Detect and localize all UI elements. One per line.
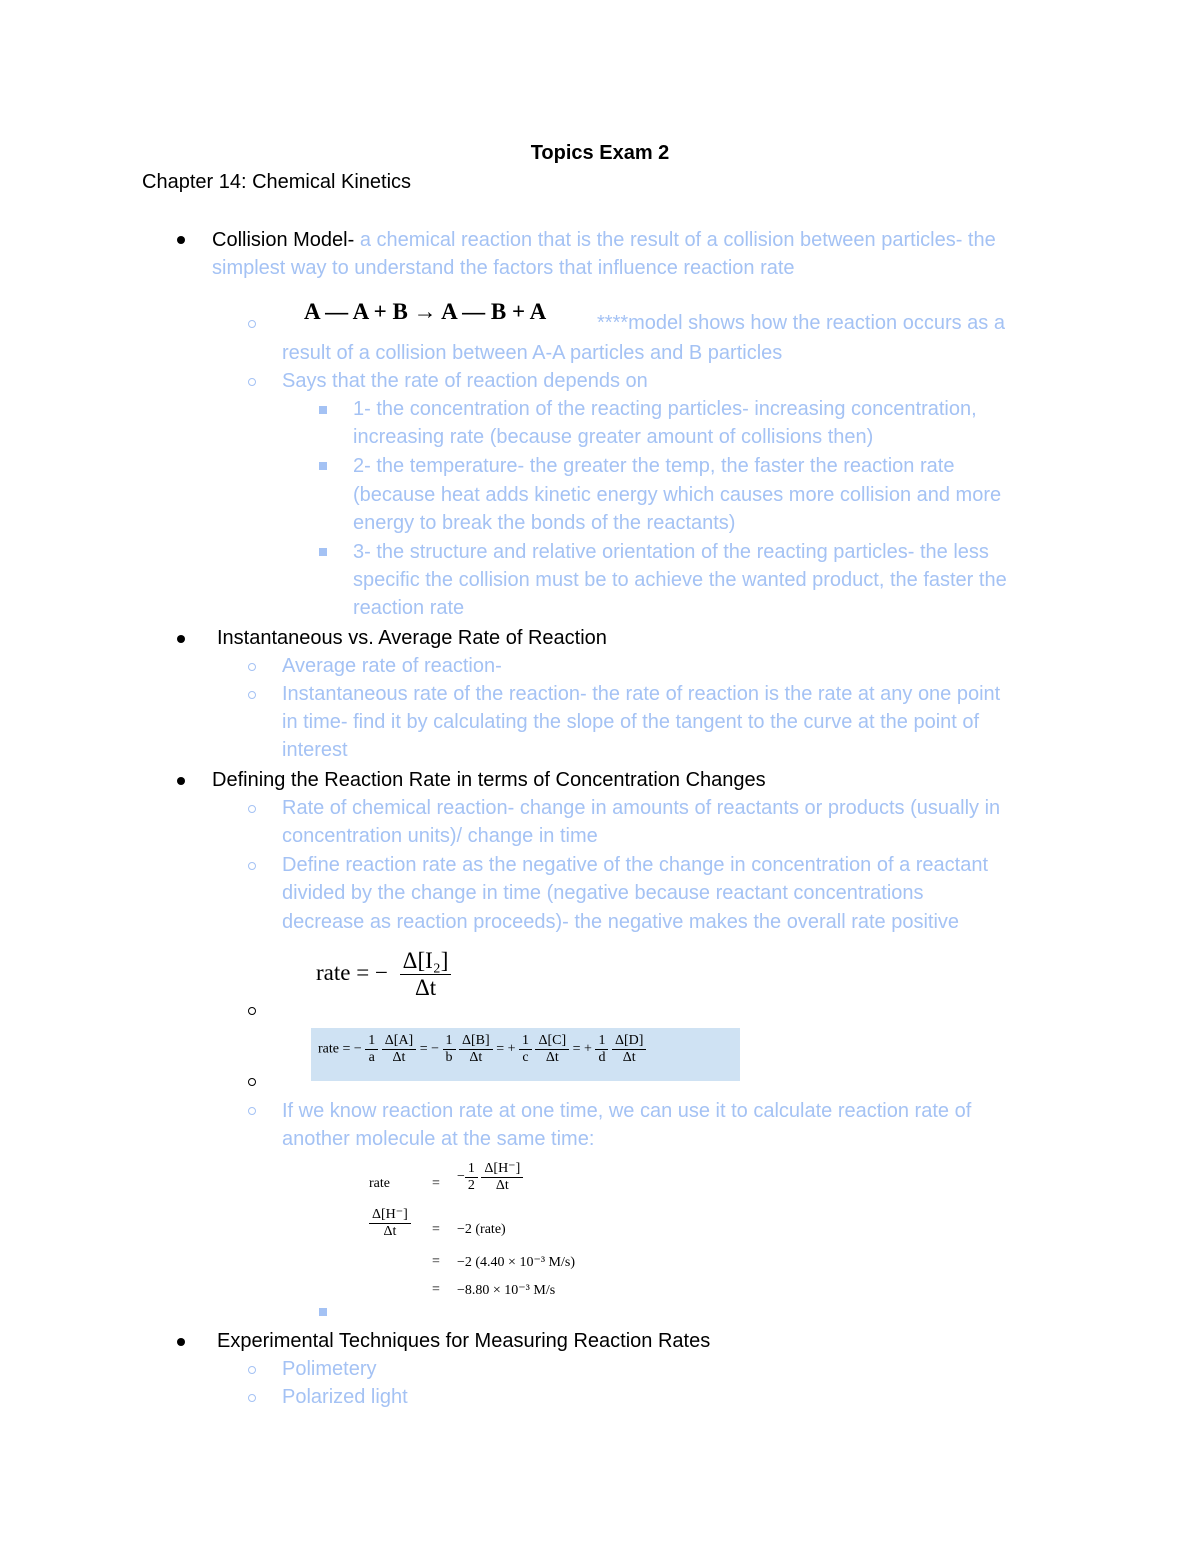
negative-rate-cont: decrease as reaction proceeds)- the negative makes the overall rate positive [282, 911, 960, 933]
collision-equation: A — A + B → A — B + A [304, 299, 547, 324]
eq2-delta-num: Δ[C] [535, 1033, 569, 1050]
bullet-icon [177, 635, 185, 643]
circle-bullet-icon [248, 1078, 256, 1086]
general-rate-equation [318, 1033, 646, 1066]
circle-bullet-icon [248, 862, 256, 870]
eq2-delta-num: Δ[D] [612, 1033, 646, 1050]
collision-heading: Collision Model- [212, 229, 355, 251]
rate-equation-i2 [316, 948, 451, 1001]
factor-3-cont: specific the collision must be to achieve the wanted product, the faster the [353, 569, 1007, 591]
factor-3-cont: reaction rate [353, 597, 465, 619]
factor-1-cont: increasing rate (because greater amount of collisions then) [353, 426, 874, 448]
eq2-coef-num: 1 [519, 1033, 532, 1050]
eq2-delta-den: Δt [622, 1050, 636, 1065]
calc-row2-equals: = [432, 1222, 440, 1237]
circle-bullet-icon [248, 378, 256, 386]
calc-row2-rhs: −2 (rate) [457, 1222, 506, 1237]
model-note-cont: result of a collision between A-A particles and B particles [282, 342, 783, 364]
eq2-coef-num: 1 [365, 1033, 378, 1050]
calc-row3-equals: = [432, 1254, 440, 1269]
square-bullet-icon [319, 406, 327, 414]
square-bullet-icon [319, 1308, 327, 1316]
collision-desc: a chemical reaction that is the result of a collision between particles- the [354, 229, 996, 251]
collision-line-1 [212, 226, 996, 254]
calc-row1-dnum: Δ[H⁻] [481, 1160, 523, 1178]
instantaneous-rate-cont: interest [282, 739, 348, 761]
calc-row1-sign: − [457, 1169, 465, 1185]
calc-row1-fden: 2 [467, 1177, 475, 1193]
bullet-icon [177, 1338, 185, 1346]
experimental-item-1: Polimetery [282, 1358, 377, 1380]
circle-bullet-icon [248, 1394, 256, 1402]
calc-row4-equals: = [432, 1282, 440, 1297]
chapter-heading: Chapter 14: Chemical Kinetics [142, 171, 412, 193]
eq1-denominator: Δt [414, 975, 437, 1000]
eq2-operator: = − [419, 1041, 440, 1057]
eq2-coef-num: 1 [595, 1033, 608, 1050]
factor-1: 1- the concentration of the reacting particles- increasing concentration, [353, 398, 977, 420]
eq1-lhs: rate = − [316, 959, 388, 985]
calc-row1-dden: Δt [495, 1178, 509, 1193]
calc-row3-rhs: −2 (4.40 × 10⁻³ M/s) [457, 1255, 575, 1270]
known-rate-text: If we know reaction rate at one time, we can use it to calculate reaction rate of [282, 1100, 972, 1122]
defining-heading: Defining the Reaction Rate in terms of Concentration Changes [212, 769, 766, 791]
eq2-delta-num: Δ[A] [382, 1033, 416, 1050]
factor-2-cont: energy to break the bonds of the reactants) [353, 512, 736, 534]
square-bullet-icon [319, 548, 327, 556]
calc-row1-rhs [457, 1160, 523, 1194]
calc-row1-fnum: 1 [465, 1161, 478, 1178]
factor-2: 2- the temperature- the greater the temp, the faster the reaction rate [353, 455, 955, 477]
square-bullet-icon [319, 462, 327, 470]
page-title: Topics Exam 2 [530, 142, 670, 164]
factor-2-cont: (because heat adds kinetic energy which causes more collision and more [353, 484, 1002, 506]
eq2-delta-den: Δt [392, 1050, 406, 1065]
negative-rate-text: Define reaction rate as the negative of the change in concentration of a reactant [282, 854, 989, 876]
instantaneous-rate-cont: in time- find it by calculating the slope of the tangent to the curve at the point of [282, 711, 980, 733]
calc-row1-lhs: rate [369, 1176, 390, 1191]
calc-row4-rhs: −8.80 × 10⁻³ M/s [457, 1283, 556, 1298]
rate-definition-cont: concentration units)/ change in time [282, 825, 598, 847]
circle-bullet-icon [248, 1107, 256, 1115]
bullet-icon [177, 236, 185, 244]
bullet-icon [177, 777, 185, 785]
rate-definition: Rate of chemical reaction- change in amounts of reactants or products (usually in [282, 797, 1001, 819]
instantaneous-rate-text: Instantaneous rate of the reaction- the rate of reaction is the rate at any one point [282, 683, 1001, 705]
circle-bullet-icon [248, 805, 256, 813]
calc-row1-equals: = [432, 1176, 440, 1191]
eq2-coef-num: 1 [443, 1033, 456, 1050]
eq2-delta-den: Δt [545, 1050, 559, 1065]
eq2-operator: = + [496, 1041, 516, 1057]
eq2-delta-den: Δt [469, 1050, 483, 1065]
average-rate-text: Average rate of reaction- [282, 655, 502, 677]
negative-rate-cont: divided by the change in time (negative because reactant concentrations [282, 882, 924, 904]
eq2-coef-den: d [598, 1050, 606, 1065]
eq2-operator: = + [572, 1041, 592, 1057]
eq2-coef-den: b [445, 1050, 453, 1065]
eq2-coef-den: a [368, 1050, 375, 1065]
eq1-numerator: Δ[I₂] [400, 948, 452, 975]
model-note: ****model shows how the reaction occurs as a [597, 312, 1005, 334]
circle-bullet-icon [248, 1366, 256, 1374]
collision-desc-cont: simplest way to understand the factors that influence reaction rate [212, 257, 795, 279]
eq2-lhs: rate = − [318, 1041, 362, 1057]
calc-row2-lnum: Δ[H⁻] [369, 1206, 411, 1224]
eq2-delta-num: Δ[B] [459, 1033, 493, 1050]
circle-bullet-icon [248, 1007, 256, 1015]
experimental-item-2: Polarized light [282, 1386, 408, 1408]
instantaneous-heading: Instantaneous vs. Average Rate of Reaction [217, 627, 607, 649]
eq2-coef-den: c [522, 1050, 529, 1065]
depends-on-text: Says that the rate of reaction depends on [282, 370, 648, 392]
calc-row2-lhs [369, 1206, 411, 1240]
known-rate-cont: another molecule at the same time: [282, 1128, 595, 1150]
calc-row2-lden: Δt [383, 1224, 397, 1239]
circle-bullet-icon [248, 691, 256, 699]
factor-3: 3- the structure and relative orientation of the reacting particles- the less [353, 541, 989, 563]
experimental-heading: Experimental Techniques for Measuring Reaction Rates [217, 1330, 711, 1352]
circle-bullet-icon [248, 663, 256, 671]
circle-bullet-icon [248, 320, 256, 328]
